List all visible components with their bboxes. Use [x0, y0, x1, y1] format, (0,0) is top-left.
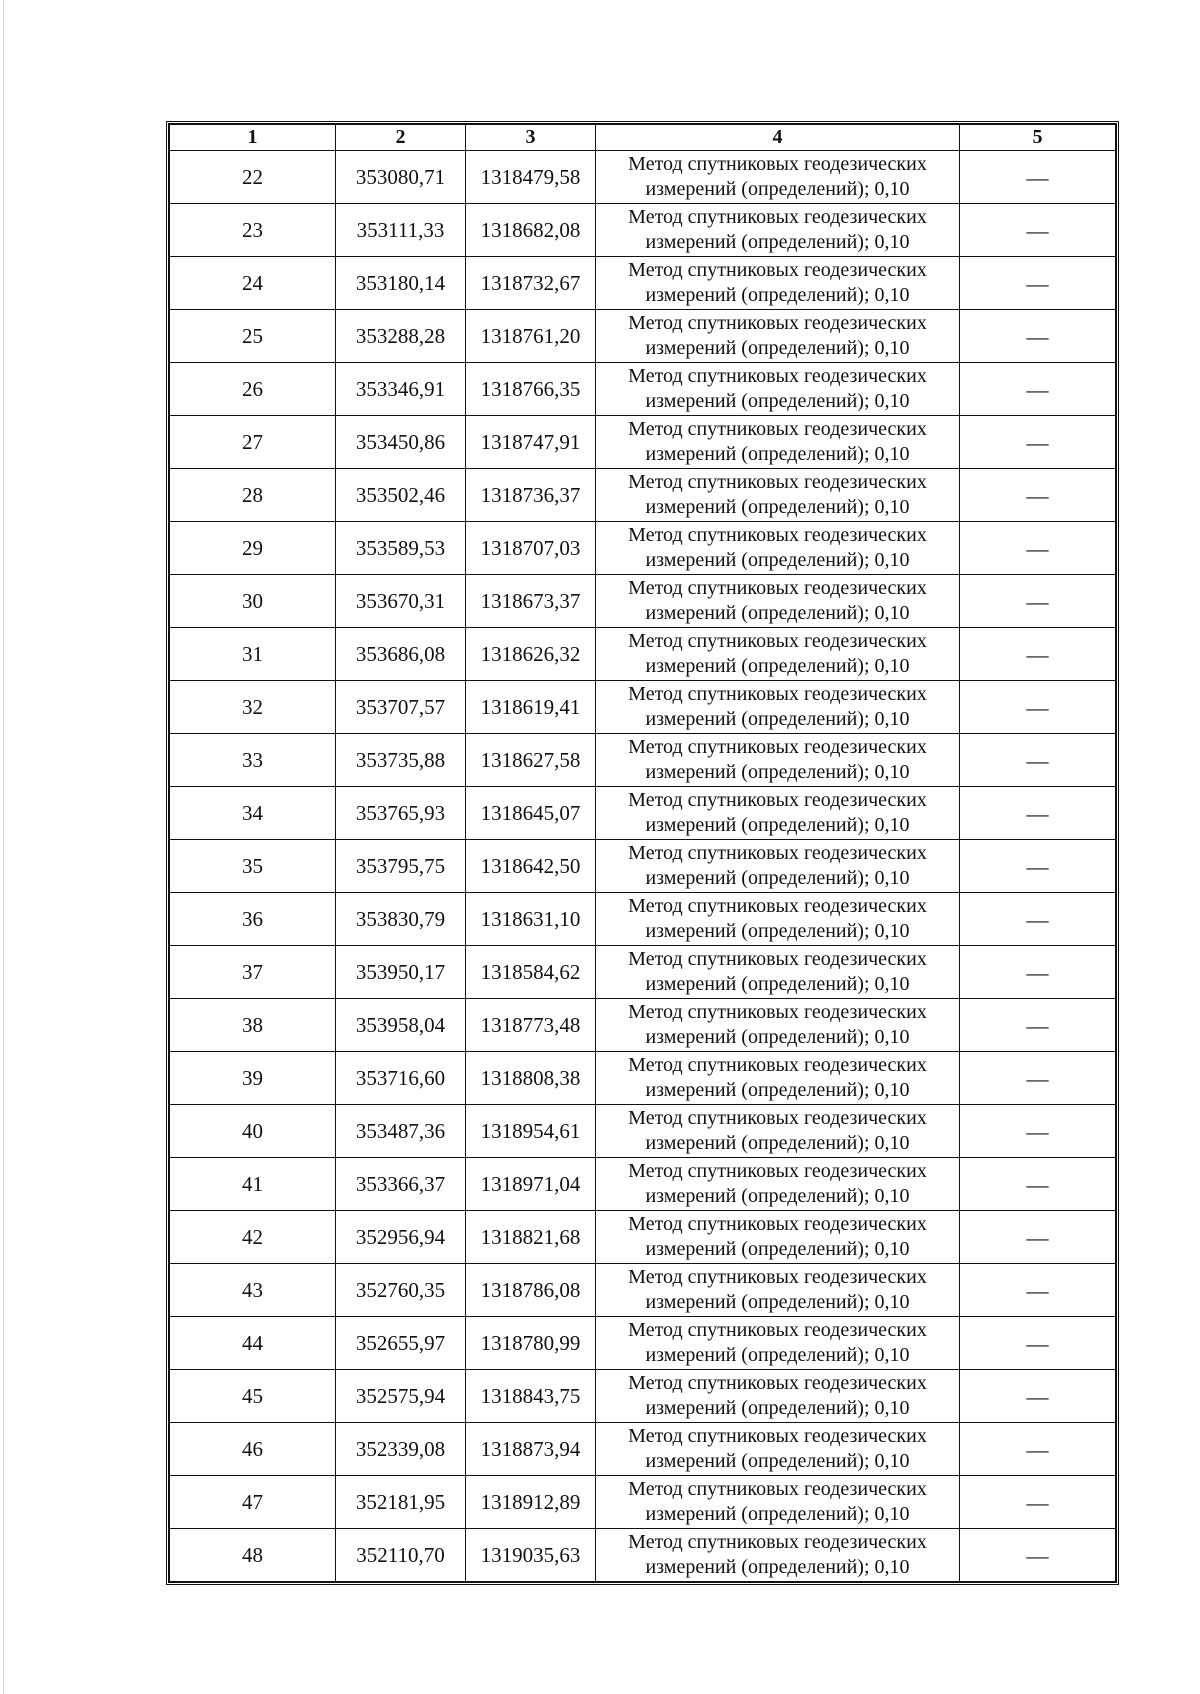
- table-row: [170, 522, 1116, 575]
- method-line-2: измерений (определений); 0,10: [645, 708, 910, 730]
- coord-x: 353288,28: [336, 310, 466, 363]
- method-accuracy: [596, 151, 960, 204]
- coord-x: 352655,97: [336, 1317, 466, 1370]
- coord-x: 353765,93: [336, 787, 466, 840]
- method-line-1: Метод спутниковых геодезических: [628, 577, 927, 599]
- method-line-2: измерений (определений); 0,10: [645, 284, 910, 306]
- table-row: [170, 1158, 1116, 1211]
- table-row: [170, 1105, 1116, 1158]
- method-line-1: Метод спутниковых геодезических: [628, 948, 927, 970]
- coord-y: 1318954,61: [466, 1105, 596, 1158]
- coordinates-table-frame: [166, 121, 1119, 1585]
- point-description: —: [960, 840, 1116, 893]
- coord-x: 352110,70: [336, 1529, 466, 1582]
- coord-y: 1318642,50: [466, 840, 596, 893]
- method-line-1: Метод спутниковых геодезических: [628, 1425, 927, 1447]
- method-line-1: Метод спутниковых геодезических: [628, 1107, 927, 1129]
- table-row: [170, 204, 1116, 257]
- table-header: [170, 125, 1116, 151]
- point-number: 33: [170, 734, 336, 787]
- method-line-2: измерений (определений); 0,10: [645, 814, 910, 836]
- point-number: 30: [170, 575, 336, 628]
- method-line-2: измерений (определений); 0,10: [645, 973, 910, 995]
- coord-y: 1318843,75: [466, 1370, 596, 1423]
- coord-y: 1318780,99: [466, 1317, 596, 1370]
- coord-y: 1318786,08: [466, 1264, 596, 1317]
- coord-x: 353346,91: [336, 363, 466, 416]
- point-number: 39: [170, 1052, 336, 1105]
- table-row: [170, 893, 1116, 946]
- point-number: 29: [170, 522, 336, 575]
- table-row: [170, 628, 1116, 681]
- coord-y: 1318773,48: [466, 999, 596, 1052]
- method-line-1: Метод спутниковых геодезических: [628, 312, 927, 334]
- point-description: —: [960, 575, 1116, 628]
- point-description: —: [960, 1264, 1116, 1317]
- point-description: —: [960, 999, 1116, 1052]
- method-accuracy: [596, 734, 960, 787]
- coord-x: 353589,53: [336, 522, 466, 575]
- coord-y: 1318584,62: [466, 946, 596, 999]
- coord-x: 353366,37: [336, 1158, 466, 1211]
- point-number: 35: [170, 840, 336, 893]
- table-row: [170, 840, 1116, 893]
- coord-x: 352181,95: [336, 1476, 466, 1529]
- point-description: —: [960, 628, 1116, 681]
- point-number: 41: [170, 1158, 336, 1211]
- table-row: [170, 1211, 1116, 1264]
- method-line-2: измерений (определений); 0,10: [645, 655, 910, 677]
- coord-y: 1318645,07: [466, 787, 596, 840]
- point-description: —: [960, 1423, 1116, 1476]
- method-accuracy: [596, 1052, 960, 1105]
- method-accuracy: [596, 416, 960, 469]
- method-line-1: Метод спутниковых геодезических: [628, 153, 927, 175]
- point-number: 36: [170, 893, 336, 946]
- table-row: [170, 1476, 1116, 1529]
- coord-y: 1318766,35: [466, 363, 596, 416]
- table-body: [170, 151, 1116, 1582]
- point-number: 31: [170, 628, 336, 681]
- method-line-2: измерений (определений); 0,10: [645, 867, 910, 889]
- method-accuracy: [596, 522, 960, 575]
- method-line-2: измерений (определений); 0,10: [645, 1397, 910, 1419]
- method-line-1: Метод спутниковых геодезических: [628, 1160, 927, 1182]
- coord-x: 353716,60: [336, 1052, 466, 1105]
- point-description: —: [960, 1105, 1116, 1158]
- method-line-1: Метод спутниковых геодезических: [628, 736, 927, 758]
- point-number: 42: [170, 1211, 336, 1264]
- point-description: —: [960, 522, 1116, 575]
- method-line-1: Метод спутниковых геодезических: [628, 1319, 927, 1341]
- point-description: —: [960, 1211, 1116, 1264]
- header-col-5: 5: [960, 125, 1116, 151]
- point-number: 32: [170, 681, 336, 734]
- table-row: [170, 734, 1116, 787]
- scan-edge-line: [3, 0, 4, 1694]
- point-number: 45: [170, 1370, 336, 1423]
- method-accuracy: [596, 893, 960, 946]
- coord-y: 1318707,03: [466, 522, 596, 575]
- method-line-2: измерений (определений); 0,10: [645, 1185, 910, 1207]
- coord-x: 353180,14: [336, 257, 466, 310]
- method-accuracy: [596, 257, 960, 310]
- method-line-2: измерений (определений); 0,10: [645, 602, 910, 624]
- point-description: —: [960, 1052, 1116, 1105]
- method-line-1: Метод спутниковых геодезических: [628, 895, 927, 917]
- method-accuracy: [596, 363, 960, 416]
- method-line-1: Метод спутниковых геодезических: [628, 1213, 927, 1235]
- point-number: 48: [170, 1529, 336, 1582]
- coord-y: 1318631,10: [466, 893, 596, 946]
- method-line-2: измерений (определений); 0,10: [645, 443, 910, 465]
- coord-x: 353735,88: [336, 734, 466, 787]
- coord-y: 1318971,04: [466, 1158, 596, 1211]
- method-line-1: Метод спутниковых геодезических: [628, 1372, 927, 1394]
- method-line-1: Метод спутниковых геодезических: [628, 683, 927, 705]
- coord-x: 353487,36: [336, 1105, 466, 1158]
- method-line-1: Метод спутниковых геодезических: [628, 630, 927, 652]
- point-description: —: [960, 363, 1116, 416]
- coord-x: 353080,71: [336, 151, 466, 204]
- method-accuracy: [596, 787, 960, 840]
- coord-x: 353111,33: [336, 204, 466, 257]
- table-row: [170, 787, 1116, 840]
- coord-y: 1318673,37: [466, 575, 596, 628]
- method-line-2: измерений (определений); 0,10: [645, 337, 910, 359]
- point-description: —: [960, 469, 1116, 522]
- table-row: [170, 151, 1116, 204]
- coord-y: 1319035,63: [466, 1529, 596, 1582]
- coord-x: 353707,57: [336, 681, 466, 734]
- method-accuracy: [596, 1529, 960, 1582]
- method-line-1: Метод спутниковых геодезических: [628, 418, 927, 440]
- method-line-2: измерений (определений); 0,10: [645, 1503, 910, 1525]
- point-number: 43: [170, 1264, 336, 1317]
- coord-y: 1318736,37: [466, 469, 596, 522]
- point-number: 24: [170, 257, 336, 310]
- table-row: [170, 469, 1116, 522]
- method-line-2: измерений (определений); 0,10: [645, 761, 910, 783]
- header-col-3: 3: [466, 125, 596, 151]
- point-description: —: [960, 787, 1116, 840]
- point-number: 27: [170, 416, 336, 469]
- method-line-1: Метод спутниковых геодезических: [628, 789, 927, 811]
- method-line-2: измерений (определений); 0,10: [645, 1238, 910, 1260]
- method-line-1: Метод спутниковых геодезических: [628, 365, 927, 387]
- point-description: —: [960, 1317, 1116, 1370]
- method-line-2: измерений (определений); 0,10: [645, 549, 910, 571]
- method-line-2: измерений (определений); 0,10: [645, 1079, 910, 1101]
- method-line-1: Метод спутниковых геодезических: [628, 1478, 927, 1500]
- point-number: 37: [170, 946, 336, 999]
- point-number: 40: [170, 1105, 336, 1158]
- coord-y: 1318479,58: [466, 151, 596, 204]
- point-number: 28: [170, 469, 336, 522]
- method-accuracy: [596, 946, 960, 999]
- coord-x: 353450,86: [336, 416, 466, 469]
- table-row: [170, 363, 1116, 416]
- coord-x: 352956,94: [336, 1211, 466, 1264]
- coord-y: 1318627,58: [466, 734, 596, 787]
- point-number: 25: [170, 310, 336, 363]
- table-row: [170, 575, 1116, 628]
- method-line-2: измерений (определений); 0,10: [645, 1450, 910, 1472]
- method-line-2: измерений (определений); 0,10: [645, 231, 910, 253]
- table-row: [170, 1317, 1116, 1370]
- coord-y: 1318626,32: [466, 628, 596, 681]
- header-col-4: 4: [596, 125, 960, 151]
- coord-x: 352339,08: [336, 1423, 466, 1476]
- method-line-2: измерений (определений); 0,10: [645, 178, 910, 200]
- coord-x: 352760,35: [336, 1264, 466, 1317]
- table-row: [170, 1529, 1116, 1582]
- header-col-1: 1: [170, 125, 336, 151]
- table-row: [170, 946, 1116, 999]
- method-accuracy: [596, 840, 960, 893]
- point-description: —: [960, 416, 1116, 469]
- point-number: 46: [170, 1423, 336, 1476]
- point-number: 26: [170, 363, 336, 416]
- method-line-2: измерений (определений); 0,10: [645, 920, 910, 942]
- coord-y: 1318732,67: [466, 257, 596, 310]
- header-col-2: 2: [336, 125, 466, 151]
- method-line-1: Метод спутниковых геодезических: [628, 259, 927, 281]
- method-accuracy: [596, 469, 960, 522]
- point-description: —: [960, 1529, 1116, 1582]
- coord-y: 1318912,89: [466, 1476, 596, 1529]
- method-accuracy: [596, 1317, 960, 1370]
- coord-x: 353958,04: [336, 999, 466, 1052]
- point-number: 44: [170, 1317, 336, 1370]
- method-line-1: Метод спутниковых геодезических: [628, 1001, 927, 1023]
- method-accuracy: [596, 1264, 960, 1317]
- method-accuracy: [596, 1476, 960, 1529]
- point-description: —: [960, 946, 1116, 999]
- table-row: [170, 1423, 1116, 1476]
- method-line-2: измерений (определений); 0,10: [645, 390, 910, 412]
- method-line-1: Метод спутниковых геодезических: [628, 206, 927, 228]
- coord-x: 353830,79: [336, 893, 466, 946]
- method-line-2: измерений (определений); 0,10: [645, 1344, 910, 1366]
- point-number: 22: [170, 151, 336, 204]
- coord-x: 353950,17: [336, 946, 466, 999]
- method-line-2: измерений (определений); 0,10: [645, 1026, 910, 1048]
- coord-y: 1318619,41: [466, 681, 596, 734]
- method-accuracy: [596, 310, 960, 363]
- method-line-1: Метод спутниковых геодезических: [628, 471, 927, 493]
- method-accuracy: [596, 204, 960, 257]
- method-line-2: измерений (определений); 0,10: [645, 1291, 910, 1313]
- method-line-2: измерений (определений); 0,10: [645, 1556, 910, 1578]
- point-number: 34: [170, 787, 336, 840]
- method-accuracy: [596, 1370, 960, 1423]
- coord-x: 353502,46: [336, 469, 466, 522]
- method-accuracy: [596, 628, 960, 681]
- point-number: 47: [170, 1476, 336, 1529]
- method-accuracy: [596, 681, 960, 734]
- point-description: —: [960, 310, 1116, 363]
- point-description: —: [960, 893, 1116, 946]
- header-row: [170, 125, 1116, 151]
- point-number: 23: [170, 204, 336, 257]
- coord-y: 1318747,91: [466, 416, 596, 469]
- method-line-1: Метод спутниковых геодезических: [628, 1531, 927, 1553]
- table-row: [170, 310, 1116, 363]
- point-number: 38: [170, 999, 336, 1052]
- point-description: —: [960, 681, 1116, 734]
- table-row: [170, 999, 1116, 1052]
- method-line-1: Метод спутниковых геодезических: [628, 1054, 927, 1076]
- coord-x: 353670,31: [336, 575, 466, 628]
- table-row: [170, 1052, 1116, 1105]
- coord-y: 1318761,20: [466, 310, 596, 363]
- table-row: [170, 257, 1116, 310]
- coord-x: 353686,08: [336, 628, 466, 681]
- method-accuracy: [596, 1105, 960, 1158]
- method-line-2: измерений (определений); 0,10: [645, 1132, 910, 1154]
- method-line-1: Метод спутниковых геодезических: [628, 842, 927, 864]
- coord-y: 1318808,38: [466, 1052, 596, 1105]
- coordinates-table: [169, 124, 1116, 1582]
- method-accuracy: [596, 1211, 960, 1264]
- method-line-2: измерений (определений); 0,10: [645, 496, 910, 518]
- coord-x: 353795,75: [336, 840, 466, 893]
- point-description: —: [960, 204, 1116, 257]
- coord-x: 352575,94: [336, 1370, 466, 1423]
- coord-y: 1318821,68: [466, 1211, 596, 1264]
- point-description: —: [960, 257, 1116, 310]
- point-description: —: [960, 734, 1116, 787]
- coord-y: 1318682,08: [466, 204, 596, 257]
- table-row: [170, 681, 1116, 734]
- method-line-1: Метод спутниковых геодезических: [628, 1266, 927, 1288]
- point-description: —: [960, 1476, 1116, 1529]
- method-accuracy: [596, 575, 960, 628]
- coord-y: 1318873,94: [466, 1423, 596, 1476]
- point-description: —: [960, 151, 1116, 204]
- table-row: [170, 1370, 1116, 1423]
- method-accuracy: [596, 1158, 960, 1211]
- method-accuracy: [596, 1423, 960, 1476]
- point-description: —: [960, 1158, 1116, 1211]
- method-line-1: Метод спутниковых геодезических: [628, 524, 927, 546]
- table-row: [170, 1264, 1116, 1317]
- point-description: —: [960, 1370, 1116, 1423]
- method-accuracy: [596, 999, 960, 1052]
- table-row: [170, 416, 1116, 469]
